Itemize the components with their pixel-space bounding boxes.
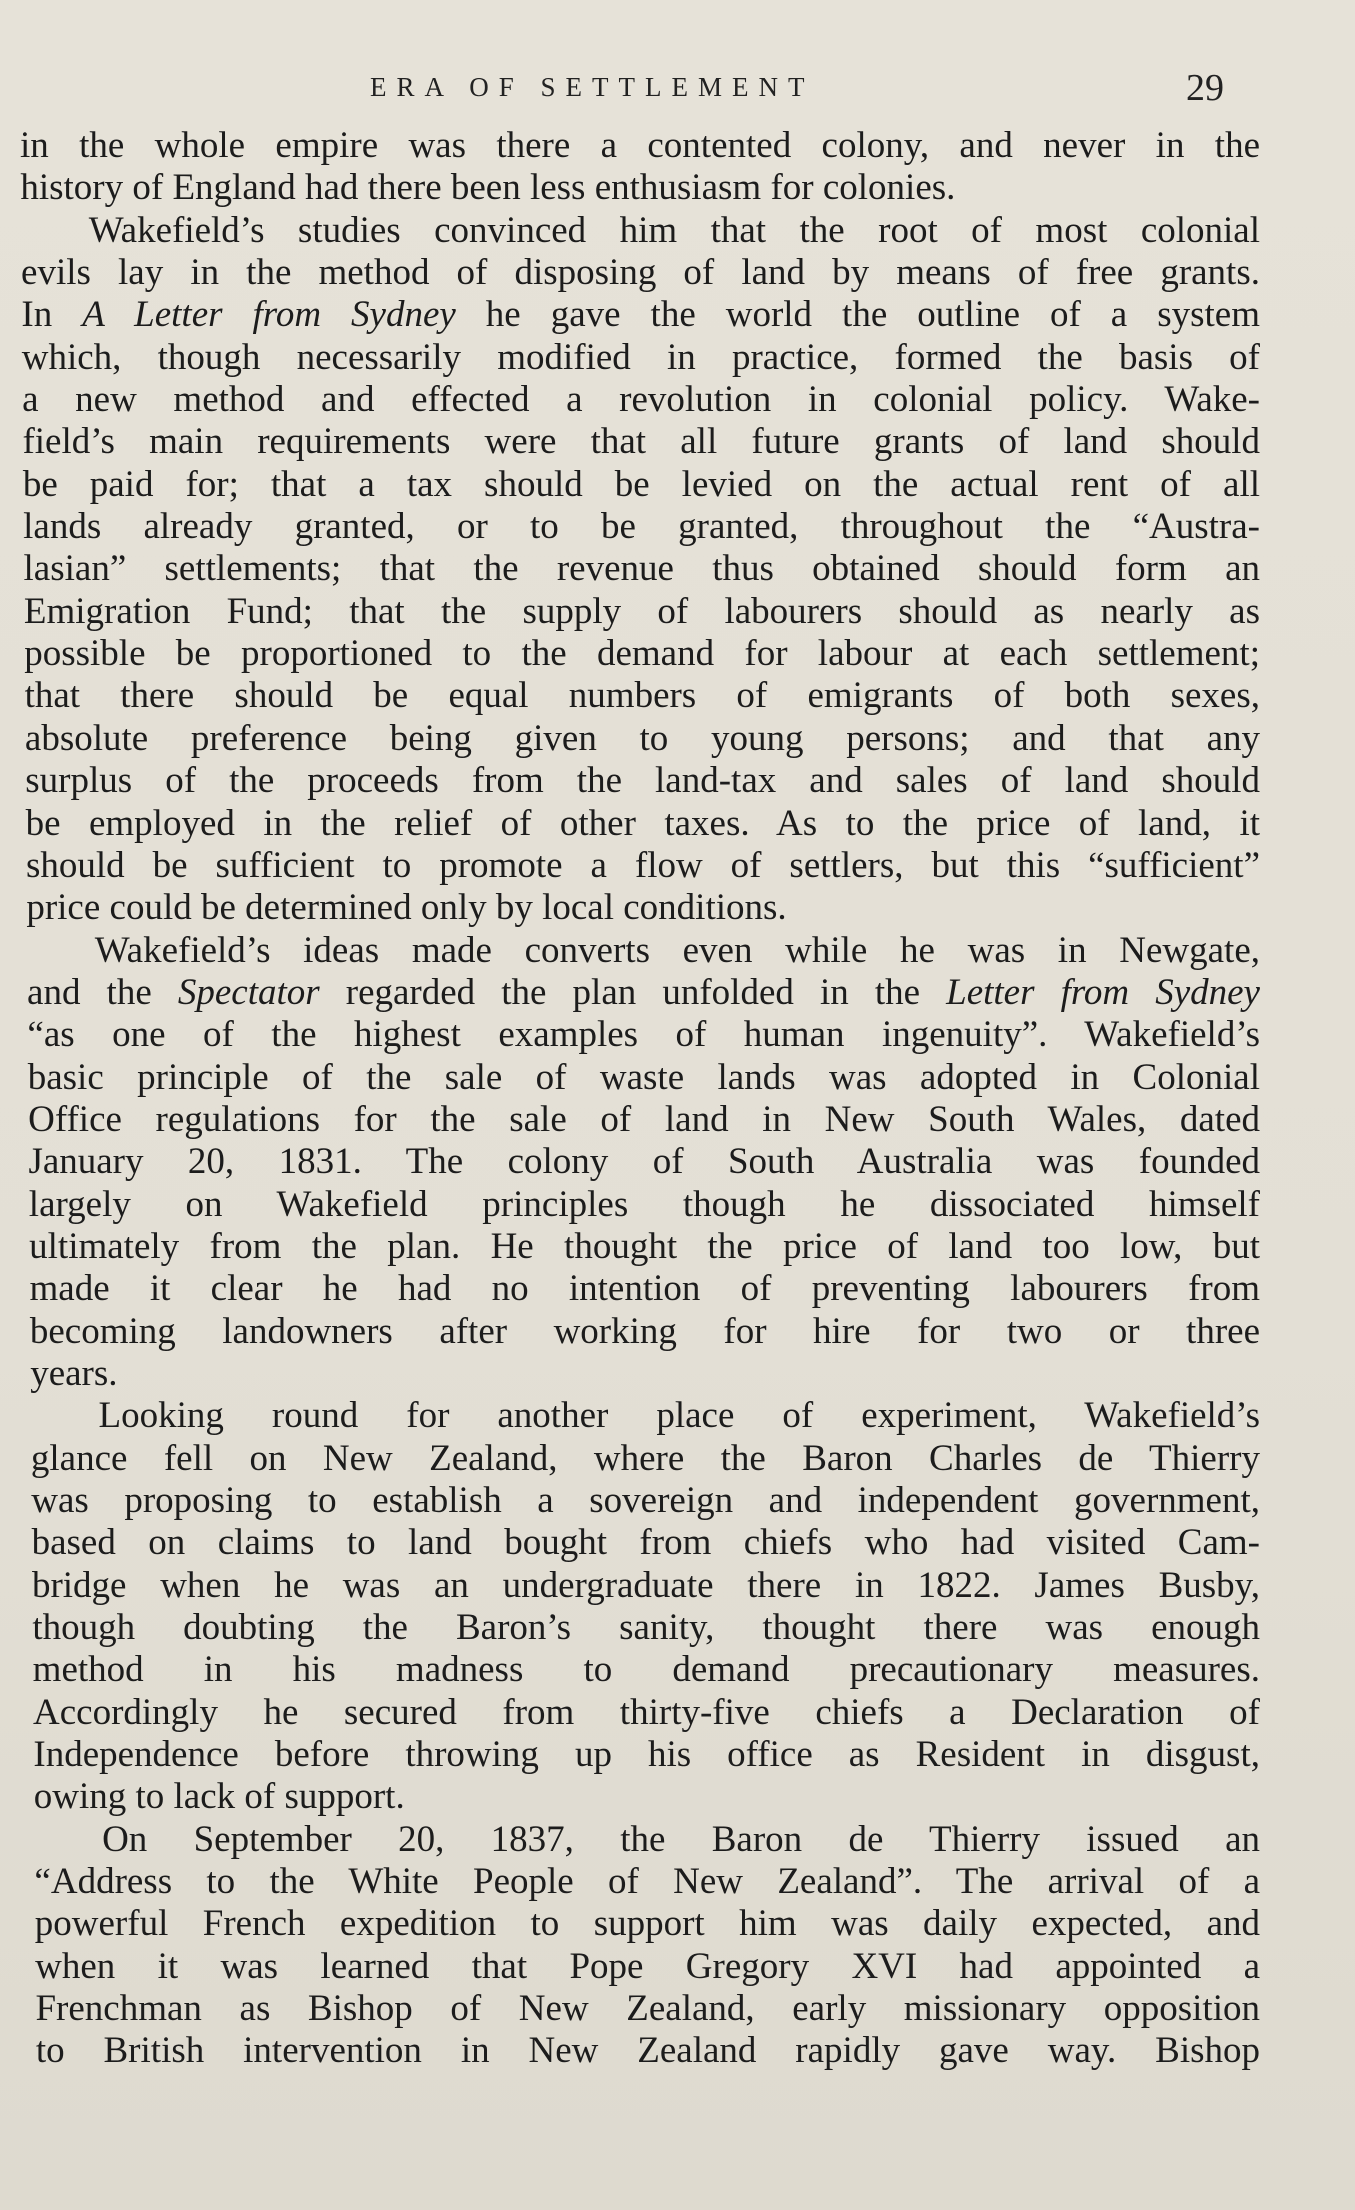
text-line: history of England had there been less enthusiasm for colonies. bbox=[20, 167, 956, 209]
text-line: a new method and effected a revolution in colonial policy. Wake- bbox=[22, 379, 1260, 421]
running-head bbox=[0, 66, 1355, 112]
text-line: becoming landowners after working for hire for two or three bbox=[29, 1310, 1260, 1352]
text-line: possible be proportioned to the demand for labour at each settlement; bbox=[24, 633, 1260, 675]
text-run: regarded the plan unfolded in the bbox=[319, 971, 947, 1013]
text-line: to British intervention in New Zealand rapidly gave way. Bishop bbox=[35, 2030, 1260, 2072]
text-line: Accordingly he secured from thirty-five chiefs a Declaration of bbox=[33, 1691, 1260, 1733]
text-line: field’s main requirements were that all future grants of land should bbox=[22, 421, 1260, 463]
text-line: bridge when he was an undergraduate there in 1822. James Busby, bbox=[31, 1564, 1260, 1606]
text-line: years. bbox=[30, 1352, 118, 1394]
text-line: Emigration Fund; that the supply of labourers should as nearly as bbox=[23, 590, 1260, 632]
text-line: price could be determined only by local conditions. bbox=[26, 887, 787, 929]
text-line: Independence before throwing up his office as Resident in disgust, bbox=[33, 1734, 1260, 1776]
text-line bbox=[27, 972, 1260, 1014]
page-number: 29 bbox=[1186, 67, 1224, 109]
text-line: be employed in the relief of other taxes. As to the price of land, it bbox=[25, 802, 1260, 844]
text-run: and the bbox=[27, 971, 178, 1013]
text-line: absolute preference being given to young persons; and that any bbox=[24, 717, 1260, 759]
text-line: surplus of the proceeds from the land-tax and sales of land should bbox=[25, 760, 1260, 802]
text-run: In bbox=[21, 294, 83, 336]
text-line: evils lay in the method of disposing of land by means of free grants. bbox=[21, 252, 1260, 294]
text-line: which, though necessarily modified in practice, formed the basis of bbox=[21, 336, 1260, 378]
text-line: owing to lack of support. bbox=[33, 1776, 405, 1818]
text-line: should be sufficient to promote a flow of settlers, but this “sufficient” bbox=[25, 844, 1260, 886]
body-text bbox=[20, 125, 1260, 2073]
text-line: January 20, 1831. The colony of South Australia was founded bbox=[28, 1141, 1260, 1183]
text-line: in the whole empire was there a contented colony, and never in the bbox=[20, 125, 1260, 166]
running-title: ERA OF SETTLEMENT bbox=[370, 72, 815, 102]
paragraph-first-line: Looking round for another place of experiment, Wakefield’s bbox=[98, 1395, 1260, 1437]
italic-title: Letter from Sydney bbox=[946, 971, 1260, 1013]
text-run: he gave the world the outline of a system bbox=[455, 294, 1260, 336]
paragraph-first-line: Wakefield’s ideas made converts even while he was in Newgate, bbox=[94, 929, 1260, 971]
paragraph-first-line: Wakefield’s studies convinced him that the root of most colonial bbox=[88, 209, 1260, 251]
text-line: method in his madness to demand precautionary measures. bbox=[32, 1649, 1260, 1691]
text-line: “Address to the White People of New Zealand”. The arrival of a bbox=[34, 1861, 1260, 1903]
text-line: “as one of the highest examples of human ingenuity”. Wakefield’s bbox=[27, 1014, 1260, 1056]
italic-title: Spectator bbox=[177, 971, 320, 1013]
text-line bbox=[21, 294, 1260, 336]
text-line: glance fell on New Zealand, where the Baron Charles de Thierry bbox=[30, 1437, 1260, 1479]
text-line: lasian” settlements; that the revenue thus obtained should form an bbox=[23, 548, 1260, 590]
italic-title: A Letter from Sydney bbox=[82, 294, 456, 336]
paragraph-first-line: On September 20, 1837, the Baron de Thierry issued an bbox=[102, 1818, 1260, 1860]
text-line: lands already granted, or to be granted, throughout the “Austra- bbox=[23, 506, 1260, 548]
text-line: that there should be equal numbers of emigrants of both sexes, bbox=[24, 675, 1260, 717]
text-line: ultimately from the plan. He thought the price of land too low, but bbox=[29, 1225, 1260, 1267]
text-line: powerful French expedition to support him was daily expected, and bbox=[34, 1903, 1260, 1945]
text-line: made it clear he had no intention of preventing labourers from bbox=[29, 1268, 1260, 1310]
text-line: basic principle of the sale of waste lands was adopted in Colonial bbox=[27, 1056, 1260, 1098]
text-line: Office regulations for the sale of land in New South Wales, dated bbox=[28, 1098, 1260, 1140]
text-line: when it was learned that Pope Gregory XVI had appointed a bbox=[35, 1945, 1260, 1987]
text-line: largely on Wakefield principles though he dissociated himself bbox=[28, 1183, 1260, 1225]
text-line: based on claims to land bought from chiefs who had visited Cam- bbox=[31, 1522, 1260, 1564]
text-line: was proposing to establish a sovereign and independent government, bbox=[31, 1480, 1260, 1521]
text-line: Frenchman as Bishop of New Zealand, early missionary opposition bbox=[35, 1988, 1260, 2030]
text-line: though doubting the Baron’s sanity, thought there was enough bbox=[32, 1607, 1260, 1649]
text-line: be paid for; that a tax should be levied on the actual rent of all bbox=[22, 463, 1260, 505]
